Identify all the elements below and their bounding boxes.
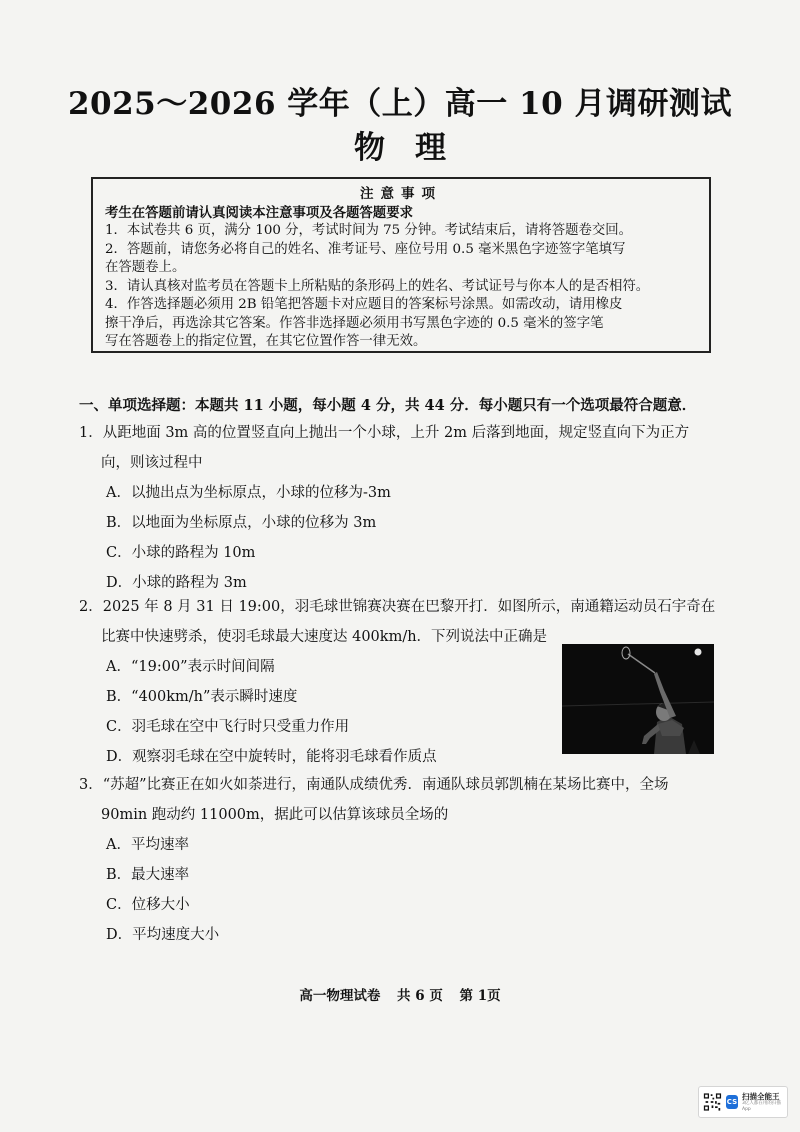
option-c: C．羽毛球在空中飞行时只受重力作用 bbox=[106, 719, 350, 735]
exam-subject: 物理 bbox=[354, 130, 476, 166]
camscanner-logo-icon: CS bbox=[726, 1095, 738, 1109]
scanner-watermark-badge bbox=[698, 1086, 788, 1118]
scanner-app-name: 扫描全能王 bbox=[741, 1091, 780, 1101]
option-d: D．小球的路程为 3m bbox=[106, 575, 247, 591]
question-stem: 1．从距地面 3m 高的位置竖直向上抛出一个小球，上升 2m 后落到地面，规定竖直向下为正方 bbox=[79, 425, 690, 441]
scanner-app-tagline: 3亿人都在用的扫描App bbox=[741, 1100, 781, 1112]
qr-code-icon bbox=[703, 1091, 722, 1113]
option-d: D．平均速度大小 bbox=[106, 927, 220, 943]
question-stem: 向，则该过程中 bbox=[101, 455, 203, 471]
footer-page-count: 共 6 页 bbox=[397, 988, 443, 1004]
question-1 bbox=[79, 418, 719, 598]
footer-page-number: 第 1页 bbox=[459, 988, 501, 1004]
question-stem: 90min 跑动约 11000m，据此可以估算该球员全场的 bbox=[101, 807, 449, 823]
question-3 bbox=[79, 770, 719, 950]
notice-lead: 考生在答题前请认真阅读本注意事项及各题答题要求 bbox=[105, 204, 413, 221]
option-b: B．最大速率 bbox=[106, 867, 190, 883]
option-a: A．以抛出点为坐标原点，小球的位移为-3m bbox=[106, 485, 391, 501]
notice-item: 2．答题前，请您务必将自己的姓名、准考证号、座位号用 0.5 毫米黑色字迹签字笔填写 在答题卷上。 bbox=[105, 241, 626, 275]
section-heading: 一、单项选择题：本题共 11 小题，每小题 4 分，共 44 分．每小题只有一个选项最符合题意． bbox=[79, 397, 697, 414]
option-b: B．“400km/h”表示瞬时速度 bbox=[106, 689, 298, 705]
page-footer bbox=[0, 984, 800, 1004]
option-c: C．位移大小 bbox=[106, 897, 190, 913]
option-d: D．观察羽毛球在空中旋转时，能将羽毛球看作质点 bbox=[106, 749, 437, 765]
footer-exam-name: 高一物理试卷 bbox=[299, 988, 381, 1004]
option-b: B．以地面为坐标原点，小球的位移为 3m bbox=[106, 515, 377, 531]
badminton-player-photo bbox=[562, 644, 714, 754]
notice-item: 4．作答选择题必须用 2B 铅笔把答题卡对应题目的答案标号涂黑。如需改动，请用橡皮 擦干净后，再选涂其它答案。作答非选择题必须用书写黑色字迹的 0.5 毫米的签字笔 写在答题卷上的指定位置，在其它位置作答一律无效。 bbox=[105, 297, 623, 349]
option-a: A．“19:00”表示时间间隔 bbox=[106, 659, 275, 675]
notice-item: 3．请认真核对监考员在答题卡上所粘贴的条形码上的姓名、考试证号与你本人的是否相符。 bbox=[105, 278, 650, 294]
question-stem: 比赛中快速劈杀，使羽毛球最大速度达 400km/h．下列说法中正确是 bbox=[101, 629, 548, 645]
notice-item: 1．本试卷共 6 页，满分 100 分，考试时间为 75 分钟。考试结束后，请将答题卷交回。 bbox=[105, 223, 633, 238]
question-stem: 2．2025 年 8 月 31 日 19:00，羽毛球世锦赛决赛在巴黎开打．如图所示，南通籍运动员石宇奇在 bbox=[79, 599, 716, 615]
exam-title: 2025～2026 学年（上）高一 10 月调研测试 bbox=[67, 86, 733, 122]
notice-title: 注意事项 bbox=[360, 186, 442, 202]
option-c: C．小球的路程为 10m bbox=[106, 545, 256, 561]
notice-box bbox=[91, 177, 711, 353]
question-stem: 3．“苏超”比赛正在如火如荼进行，南通队成绩优秀．南通队球员郭凯楠在某场比赛中，全场 bbox=[79, 777, 669, 793]
option-a: A．平均速率 bbox=[106, 837, 189, 853]
